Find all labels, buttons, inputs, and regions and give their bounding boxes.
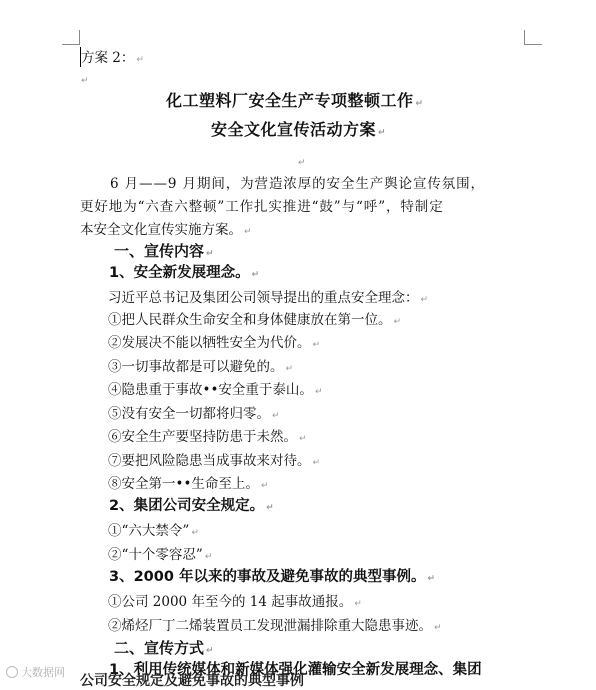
doc-title-line2: 安全文化宣传活动方案 ↵ [211, 120, 387, 139]
list-item: ①把人民群众生命安全和身体健康放在第一位。 ↵ [108, 312, 402, 328]
list-item: ④隐患重于事故••安全重于泰山。 ↵ [108, 382, 323, 398]
intro-line-1: 6 月——9 月期间，为营造浓厚的安全生产舆论宣传氛围， [110, 176, 485, 192]
list-item: ②“十个零容忍” ↵ [108, 547, 213, 563]
section1-title: 一、宣传内容 ↵ [114, 242, 214, 260]
intro-line-3: 本安全文化宣传实施方案。 ↵ [80, 222, 252, 238]
list-item: ②发展决不能以牺牲安全为代价。 ↵ [108, 335, 321, 351]
sub2-title: 2、集团公司安全规定。 ↵ [109, 498, 274, 514]
watermark-logo-icon [6, 666, 18, 678]
list-item: ①公司 2000 年至今的 14 起事故通报。 ↵ [108, 594, 362, 610]
sub4-title: 1、利用传统媒体和新媒体强化灌输安全新发展理念、集团 [109, 662, 482, 678]
list-item: ①“六大禁令” ↵ [108, 523, 199, 539]
crop-mark-top-right [524, 44, 542, 45]
crop-mark-top-right-v [524, 30, 525, 45]
doc-title-line1: 化工塑料厂安全生产专项整顿工作 ↵ [166, 91, 424, 110]
list-item: ⑦要把风险隐患当成事故来对待。 ↵ [108, 453, 321, 469]
list-item: ③一切事故都是可以避免的。 ↵ [108, 359, 294, 375]
empty-paragraph: ↵ [298, 158, 306, 168]
list-item: ②烯烃厂丁二烯装置员工发现泄漏排除重大隐患事迹。 ↵ [108, 618, 442, 634]
heading-label[interactable]: 方案 2： ↵ [81, 50, 144, 66]
watermark: 大数据网 [6, 664, 65, 680]
empty-paragraph: ↵ [81, 76, 89, 86]
crop-mark-top-left [62, 44, 80, 45]
sub3-title: 3、2000 年以来的事故及避免事故的典型事例。 ↵ [109, 569, 436, 585]
crop-mark-top-left-v [79, 30, 80, 45]
section2-title: 二、宣传方式 ↵ [114, 639, 214, 657]
list-item: ⑧安全第一••生命至上。 ↵ [108, 476, 269, 492]
cut-off-line: 公司安全规定及避免事故的典型事例 [80, 673, 304, 689]
intro-line-2: 更好地为“六查六整顿”工作扎实推进“鼓”与“呼”，特制定 [80, 199, 444, 215]
sub1-intro: 习近平总书记及集团公司领导提出的重点安全理念： ↵ [108, 290, 429, 306]
sub1-title: 1、安全新发展理念。 ↵ [109, 265, 260, 281]
list-item: ⑥安全生产要坚持防患于未然。 ↵ [108, 429, 307, 445]
list-item: ⑤没有安全一切都将归零。 ↵ [108, 406, 280, 422]
